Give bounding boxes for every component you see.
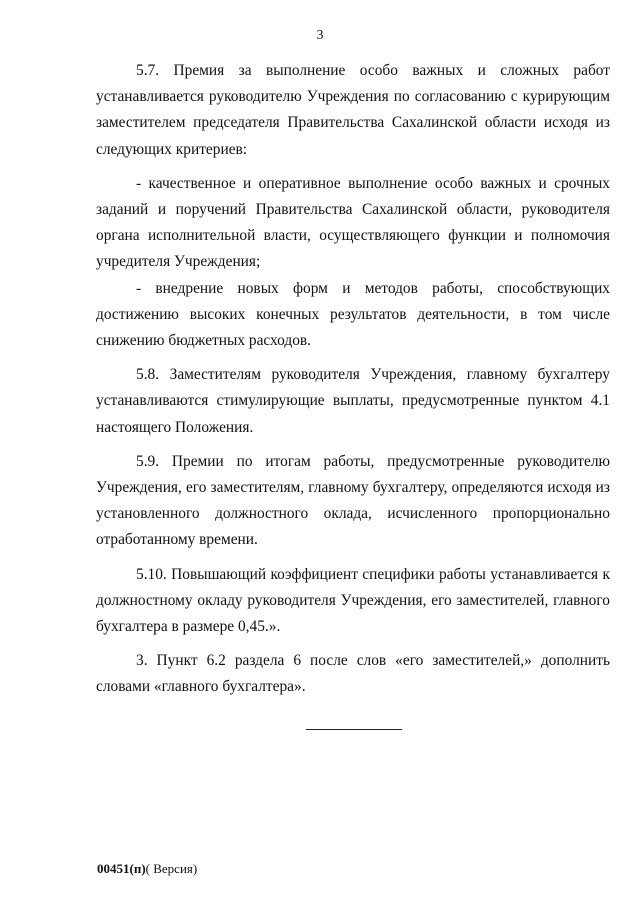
document-version: ( Версия) (145, 861, 198, 876)
paragraph-3: 3. Пункт 6.2 раздела 6 после слов «его заместителей,» дополнить словами «главного бухгалтера». (96, 652, 610, 696)
closing-divider (306, 729, 402, 730)
paragraph-5-7: 5.7. Премия за выполнение особо важных и сложных работ устанавливается руководителю Учреждения по согласованию с курирующим заместителем председателя Правительства Сахалинской области исходя из следующих критериев: (96, 62, 610, 158)
paragraph-5-10: 5.10. Повышающий коэффициент специфики работы устанавливается к должностному окладу руководителя Учреждения, его заместителей, главного бухгалтера в размере 0,45.». (96, 565, 610, 636)
paragraph-5-8: 5.8. Заместителям руководителя Учреждения, главному бухгалтеру устанавливаются стимулирующие выплаты, предусмотренные пунктом 4.1 настоящего Положения. (96, 366, 610, 436)
paragraph-criterion-1: - качественное и оперативное выполнение особо важных и срочных заданий и поручений Правительства Сахалинской области, руководителя органа исполнительной власти, осуществляющего функции и полномочия учредителя Учреждения; (96, 174, 610, 271)
document-footer (97, 861, 197, 877)
document-code: 00451(п) (97, 861, 146, 876)
page-number: 3 (316, 28, 324, 43)
document-body (96, 58, 610, 701)
paragraph-criterion-2: - внедрение новых форм и методов работы, способствующих достижению высоких конечных результатов деятельности, в том числе снижению бюджетных расходов. (96, 279, 610, 350)
paragraph-5-9: 5.9. Премии по итогам работы, предусмотренные руководителю Учреждения, его заместителям, главному бухгалтеру, определяются исходя из установленного должностного оклада, исчисленного пропорционально отработанному времени. (96, 452, 610, 549)
